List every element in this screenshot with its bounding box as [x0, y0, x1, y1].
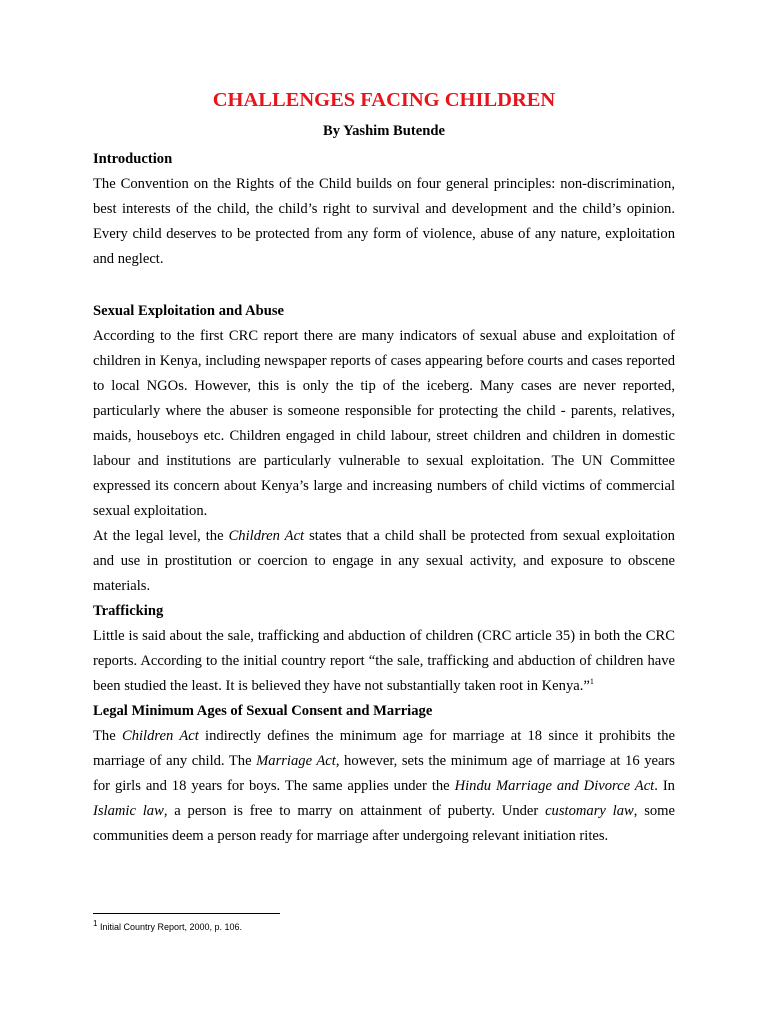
footnote-text: Initial Country Report, 2000, p. 106.: [97, 922, 243, 932]
legal-ages-t1: The: [93, 728, 122, 744]
footnote-reference[interactable]: 1: [589, 677, 594, 687]
introduction-text: The Convention on the Rights of the Child builds on four general principles: non-discrimination, best interests of the child, the child’s right to survival and development and the child’s opinion. Every child deserves to be protected from any form of violence, abuse of any nature, exploitation and neglect.: [93, 176, 675, 267]
legal-ages-t3: , however, sets the minimum age of marriage at 16 years for girls and 18 years for boys. The same applies under the: [93, 753, 675, 794]
introduction-heading: Introduction: [93, 151, 173, 167]
footnote-number: 1: [93, 919, 98, 928]
legal-ages-t6: , some communities deem a person ready for marriage after undergoing relevant initiation rites.: [93, 803, 675, 844]
introduction-section: [93, 147, 675, 272]
trafficking-text: [93, 624, 675, 699]
trafficking-body: Little is said about the sale, trafficking and abduction of children (CRC article 35) in both the CRC reports. According to the initial country report “the sale, trafficking and abduction of children have been studied the least. It is believed they have not substantially taken root in Kenya.”: [93, 628, 675, 694]
para2-start: At the legal level, the: [93, 528, 229, 544]
children-act-reference: Children Act: [228, 528, 305, 544]
para2-end: states that a child shall be protected from sexual exploitation and use in prostitution or coercion to engage in any sexual activity, and exposure to obscene materials.: [93, 528, 675, 594]
sexual-exploitation-heading: Sexual Exploitation and Abuse: [93, 303, 284, 319]
sexual-exploitation-section: [93, 299, 675, 849]
legal-ages-t2: indirectly defines the minimum age for marriage at 18 since it prohibits the marriage of any child. The: [93, 728, 675, 769]
sexual-exploitation-paragraph-2: [93, 524, 675, 599]
legal-ages-t5: , a person is free to marry on attainment of puberty. Under: [163, 803, 546, 819]
hindu-marriage-act-italic: Hindu Marriage and Divorce Act: [454, 778, 655, 794]
document-title: CHALLENGES FACING CHILDREN: [212, 89, 556, 111]
sexual-exploitation-paragraph-1: According to the first CRC report there are many indicators of sexual abuse and exploitation of children in Kenya, including newspaper reports of cases appearing before courts and cases reported to local NGOs. However, this is only the tip of the iceberg. Many cases are never reported, particularly where the abuser is someone responsible for protecting the child - parents, relatives, maids, houseboys etc. Children engaged in child labour, street children and children in domestic labour and institutions are particularly vulnerable to sexual exploitation. The UN Committee expressed its concern about Kenya’s large and increasing numbers of child victims of commercial sexual exploitation.: [93, 328, 675, 519]
islamic-law-italic: Islamic law: [93, 803, 164, 819]
footnote: [93, 920, 675, 934]
legal-ages-text: [93, 724, 675, 849]
trafficking-heading: Trafficking: [93, 603, 164, 619]
marriage-act-italic: Marriage Act: [256, 753, 336, 769]
author-byline: By Yashim Butende: [323, 123, 445, 139]
legal-ages-heading: Legal Minimum Ages of Sexual Consent and Marriage: [93, 703, 433, 719]
legal-ages-t4: . In: [654, 778, 675, 794]
children-act-italic: Children Act: [121, 728, 199, 744]
customary-law-italic: customary law: [545, 803, 634, 819]
footnote-divider: [93, 913, 280, 914]
